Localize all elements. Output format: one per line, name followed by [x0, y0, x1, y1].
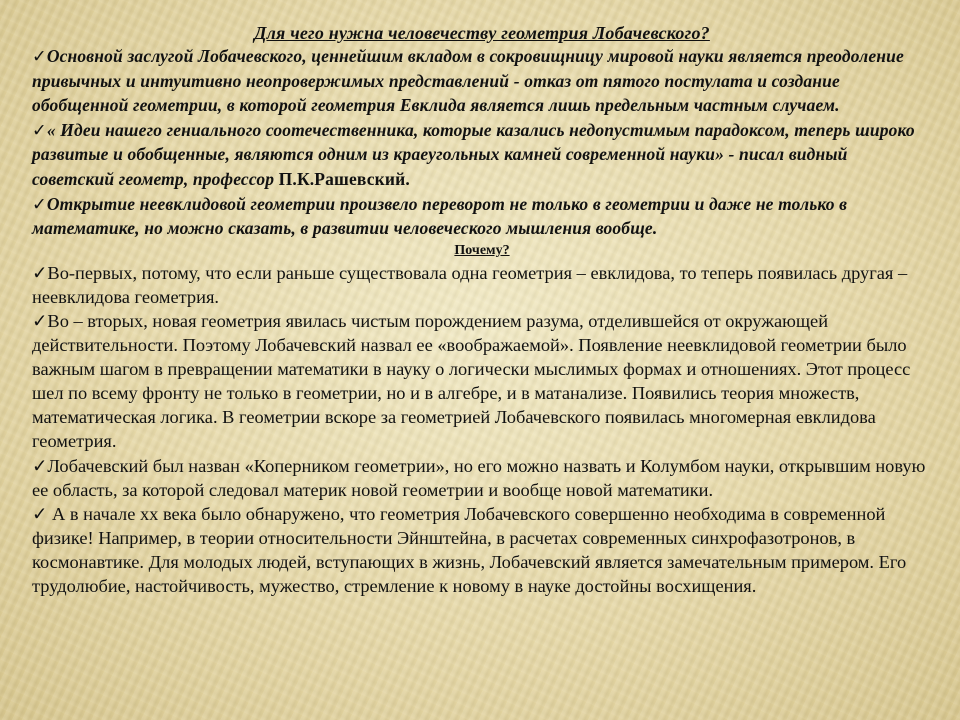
- check-icon: ✓: [32, 46, 47, 66]
- plain-paragraph-4-text: А в начале хх века было обнаружено, что геометрия Лобачевского совершенно необходима в современной физике! Например, в теории относительности Эйнштейна, в расчетах современных синхрофазотронов, в космонавтике. Для молодых людей, вступающих в жизнь, Лобачевский является замечательным примером. Его трудолюбие, настойчивость, мужество, стремление к новому в науке достойны восхищения.: [32, 503, 907, 596]
- section-subtitle: Почему?: [454, 242, 510, 258]
- slide-title: Для чего нужна человечеству геометрия Лобачевского?: [254, 23, 710, 43]
- bold-paragraph-1: [32, 44, 932, 118]
- bold-paragraph-1-text: Основной заслугой Лобачевского, ценнейшим вкладом в сокровищницу мировой науки является преодоление привычных и интуитивно неопровержимых представлений - отказ от пятого постулата и создание обобщенной геометрии, в которой геометрия Евклида является лишь предельным частным случаем.: [32, 46, 904, 116]
- plain-paragraph-2: [32, 309, 932, 454]
- check-icon: ✓: [32, 310, 48, 331]
- plain-paragraph-3-text: Лобачевский был назван «Коперником геометрии», но его можно назвать и Колумбом науки, открывшим новую ее область, за которой следовал материк новой геометрии и вообще новой математики.: [32, 455, 926, 500]
- check-icon: ✓: [32, 262, 48, 283]
- check-icon: ✓: [32, 455, 48, 476]
- author-name: П.К.Рашевский.: [278, 168, 410, 189]
- bold-paragraph-3: [32, 192, 932, 241]
- plain-paragraph-2-text: Во – вторых, новая геометрия явилась чистым порождением разума, отделившейся от окружающей действительности. Поэтому Лобачевский назвал ее «воображаемой». Появление неевклидовой геометрии было важным шагом в превращении математики в науку о логически мыслимых формах и отношениях. Этот процесс шел по всему фронту не только в геометрии, но и в алгебре, и в матанализе. Появились теория множеств, математическая логика. В геометрии вскоре за геометрией Лобачевского появилась многомерная евклидова геометрия.: [32, 310, 911, 452]
- bold-paragraph-2-text: « Идеи нашего гениального соотечественника, которые казались недопустимым парадоксом, теперь широко развитые и обобщенные, являются одним из краеугольных камней современной науки» - писал видный советский геометр, профессор: [32, 119, 915, 189]
- plain-paragraph-3: [32, 454, 932, 502]
- plain-paragraph-1-text: Во-первых, потому, что если раньше существовала одна геометрия – евклидова, то теперь появилась другая – неевклидова геометрия.: [32, 262, 908, 307]
- plain-paragraph-4: [32, 502, 932, 598]
- plain-section: [32, 261, 932, 598]
- plain-paragraph-1: [32, 261, 932, 309]
- check-icon: ✓: [32, 503, 48, 524]
- bold-section: [32, 44, 932, 241]
- check-icon: ✓: [32, 193, 47, 214]
- bold-paragraph-3-text: Открытие неевклидовой геометрии произвело переворот не только в геометрии и даже не только в математике, но можно сказать, в развитии человеческого мышления вообще.: [32, 193, 848, 239]
- slide-content: [32, 22, 932, 598]
- bold-paragraph-2: [32, 118, 932, 192]
- check-icon: ✓: [32, 119, 47, 140]
